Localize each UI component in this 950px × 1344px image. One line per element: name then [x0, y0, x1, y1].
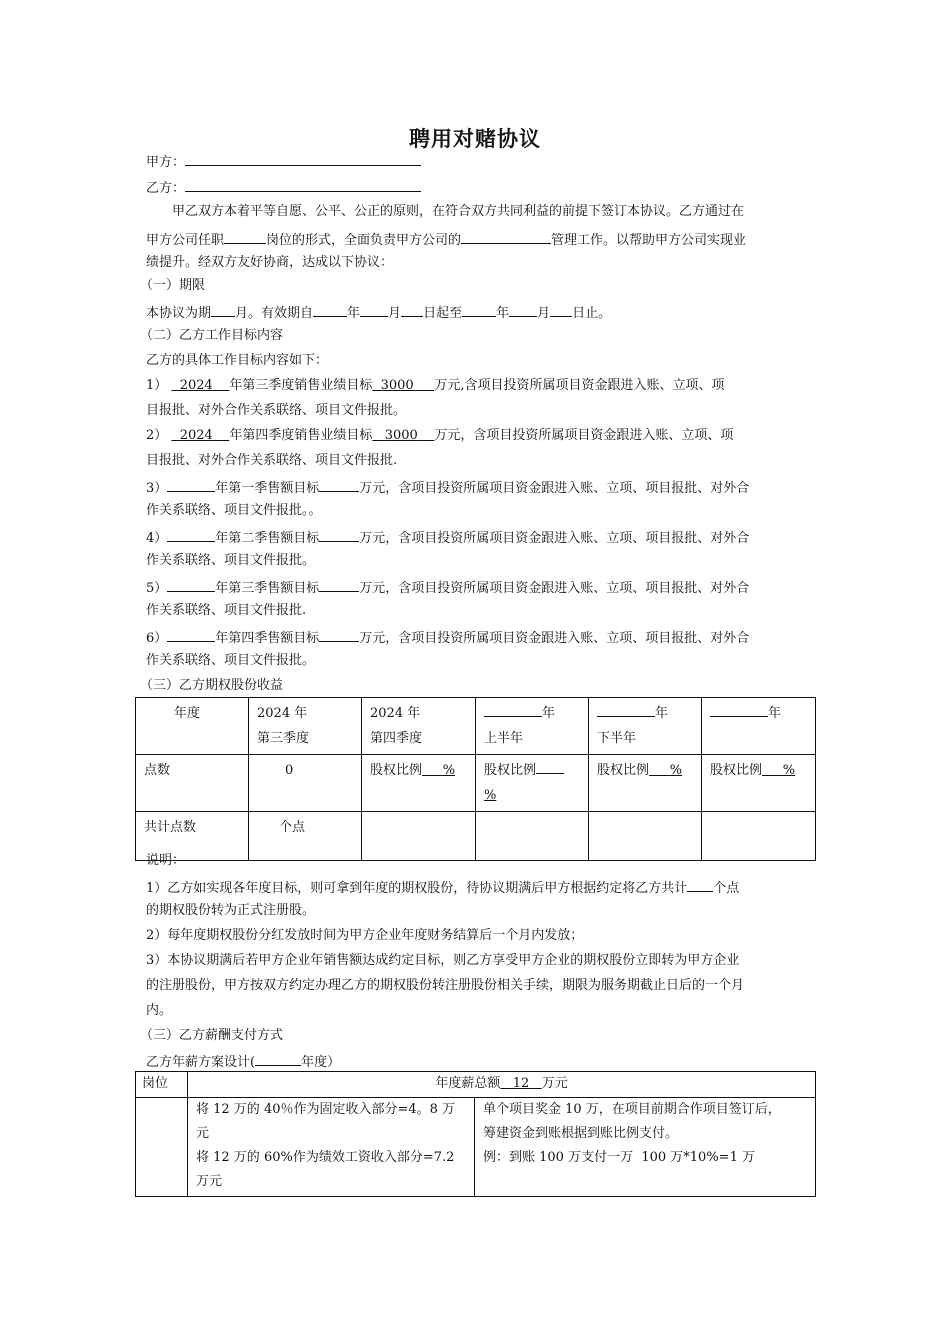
salary-header-position-text: 岗位: [142, 1076, 169, 1091]
party-a-blank: [185, 152, 421, 166]
pct-sign: %: [782, 763, 796, 778]
goal-4-amount-blank: [319, 528, 359, 542]
start-year-blank: [313, 303, 347, 317]
project-bonus-line-1: 单个项目奖金 10 万，在项目前期合作项目签订后，: [483, 1102, 781, 1117]
goal-text: 万元，含项目投资所属项目资金跟进入账、立项、项目报批、对外合: [359, 531, 750, 546]
goal-2-year-value: 2024: [179, 428, 213, 443]
goal-4-line-1: [146, 528, 749, 547]
header-year-text: 年度: [174, 706, 201, 721]
project-bonus-line-2: 筹建资金到账根据到账比例支付。: [483, 1126, 679, 1141]
term-text: 本协议为期: [146, 306, 212, 321]
header-col-5-year-blank: [710, 703, 768, 717]
intro-text: 甲方公司任职: [146, 233, 225, 248]
note-1-line-2: 的期权股份转为正式注册股。: [146, 903, 316, 918]
project-bonus-example: 例：到账 100 万支付一万 100 万*10%=1 万: [483, 1150, 755, 1165]
points-col-4: [589, 755, 702, 812]
goal-5-line-2: 作关系联络、项目文件报批.: [146, 603, 307, 618]
term-text: 日止。: [572, 306, 612, 321]
intro-line-1: 甲乙双方本着平等自愿、公平、公正的原则，在符合双方共同利益的前提下签订本协议。乙方通过在: [172, 204, 745, 219]
header-col-1-period: 第三季度: [257, 731, 310, 746]
party-b-label: 乙方：: [146, 181, 186, 196]
goal-3-line-2: 作关系联络、项目文件报批。。: [146, 503, 322, 518]
goal-1-line-1: [146, 378, 725, 394]
note-2: 2）每年度期权股份分红发放时间为甲方企业年度财务结算后一个月内发放；: [146, 928, 584, 943]
header-col-2-year: 2024 年: [370, 706, 421, 721]
goal-1-amount-value: 3000: [380, 378, 414, 393]
total-col-1-value: 个点: [279, 820, 306, 835]
section-4-heading: （三）乙方薪酬支付方式: [140, 1028, 284, 1043]
points-col-5: [702, 755, 816, 812]
goal-text: 万元，含项目投资所属项目资金跟进入账、立项、项目报批、对外合: [359, 581, 750, 596]
intro-text: 管理工作。以帮助甲方公司实现业: [551, 233, 747, 248]
total-col-4: [589, 812, 702, 861]
end-year-blank: [462, 303, 496, 317]
goal-2-amount-value: 3000: [384, 428, 418, 443]
performance-pay-line-1: 将 12 万的 60%作为绩效工资收入部分=7.2: [196, 1150, 455, 1165]
points-col-1-value: 0: [285, 763, 294, 778]
goal-5-year-blank: [167, 578, 215, 592]
section-2-heading: （二）乙方工作目标内容: [140, 328, 284, 343]
header-year: [136, 698, 249, 755]
points-label: [136, 755, 249, 812]
party-b-blank: [185, 178, 421, 192]
position-blank: [224, 230, 266, 244]
fixed-income-line-1: 将 12 万的 40％作为固定收入部分=4。8 万: [196, 1102, 456, 1117]
goal-3-line-1: [146, 478, 749, 497]
goal-2-year: [171, 428, 229, 443]
total-col-2: [362, 812, 476, 861]
start-day-blank: [401, 303, 423, 317]
term-text: 年: [496, 306, 510, 321]
equity-ratio-label: 股权比例: [370, 763, 423, 778]
intro-line-3: 绩提升。经双方友好协商，达成以下协议：: [146, 255, 394, 270]
end-month-blank: [509, 303, 537, 317]
goal-1-year-value: 2024: [179, 378, 213, 393]
party-a-line: [146, 152, 421, 171]
header-col-5: [702, 698, 816, 755]
goal-text: 年第四季售额目标: [215, 631, 320, 646]
equity-ratio-pct: [762, 763, 795, 778]
note-text: 1）乙方如实现各年度目标，则可拿到年度的期权股份，待协议期满后甲方根据约定将乙方共计: [146, 881, 688, 896]
goal-text: 万元，含项目投资所属项目资金跟进入账、立项、项: [434, 428, 734, 443]
document-title: 聘用对赌协议: [409, 127, 541, 151]
pct-sign: %: [484, 788, 497, 803]
goal-number: 2）: [146, 428, 168, 443]
salary-position-cell: [136, 1098, 188, 1197]
header-col-4-year-blank: [597, 703, 655, 717]
performance-pay-line-2: 万元: [196, 1174, 223, 1189]
header-col-3-period: 上半年: [484, 731, 524, 746]
term-text: 月: [388, 306, 402, 321]
note-3-line-3: 内。: [146, 1003, 173, 1018]
goal-3-amount-blank: [319, 478, 359, 492]
salary-header-total: [188, 1072, 816, 1098]
equity-ratio-label: 股权比例: [710, 763, 763, 778]
section-1-heading: （一）期限: [140, 278, 206, 293]
header-col-2: [362, 698, 476, 755]
party-b-line: [146, 178, 421, 197]
work-blank: [461, 230, 551, 244]
intro-text: 岗位的形式，全面负责甲方公司的: [266, 233, 462, 248]
notes-heading: 说明：: [146, 853, 186, 868]
goal-6-line-2: 作关系联络、项目文件报批。: [146, 653, 316, 668]
term-text: 年: [347, 306, 361, 321]
header-col-4: [589, 698, 702, 755]
goal-5-amount-blank: [319, 578, 359, 592]
header-col-3-year-blank: [484, 703, 542, 717]
header-col-3-year: [484, 701, 580, 726]
salary-total-value: 12: [512, 1076, 530, 1091]
fixed-income-line-2: 元: [196, 1126, 210, 1141]
goal-3-year-blank: [167, 478, 215, 492]
goal-text: 万元，含项目投资所属项目资金跟进入账、立项、项目报批、对外合: [359, 631, 750, 646]
goal-1-line-2: 目报批、对外合作关系联络、项目文件报批。: [146, 403, 407, 418]
salary-design-text: 乙方年薪方案设计(: [146, 1055, 256, 1070]
pct-sign: %: [442, 763, 456, 778]
total-col-1: [249, 812, 362, 861]
term-line: [146, 303, 611, 322]
header-col-1: [249, 698, 362, 755]
project-bonus-cell: [475, 1098, 816, 1197]
header-col-4-year: [597, 701, 693, 726]
header-col-5-year: [710, 701, 807, 726]
goal-number: 4）: [146, 531, 168, 546]
equity-table-header-row: [136, 698, 816, 755]
goal-text: 年第四季度销售业绩目标: [229, 428, 373, 443]
points-col-2: [362, 755, 476, 812]
header-col-3: [476, 698, 589, 755]
salary-composition-cell: [188, 1098, 475, 1197]
salary-table: [135, 1071, 816, 1197]
year-suffix: 年: [655, 706, 669, 721]
goal-text: 万元，含项目投资所属项目资金跟进入账、立项、项目报批、对外合: [359, 481, 750, 496]
end-day-blank: [550, 303, 572, 317]
total-col-3: [476, 812, 589, 861]
header-col-4-period: 下半年: [597, 731, 637, 746]
points-col-1: [249, 755, 362, 812]
goal-text: 年第一季售额目标: [215, 481, 320, 496]
equity-table-points-row: [136, 755, 816, 812]
salary-table-header-row: [136, 1072, 816, 1098]
term-text: 月: [537, 306, 551, 321]
equity-table: [135, 697, 816, 861]
salary-year-blank: [255, 1052, 301, 1066]
section-3-heading: （三）乙方期权股份收益: [140, 678, 284, 693]
goal-text: 年第三季度销售业绩目标: [229, 378, 373, 393]
goal-text: 万元,含项目投资所属项目资金跟进入账、立项、项: [434, 378, 725, 393]
goals-lead: 乙方的具体工作目标内容如下：: [146, 353, 329, 368]
goal-1-amount: [372, 378, 434, 393]
goal-6-amount-blank: [319, 628, 359, 642]
goal-5-line-1: [146, 578, 749, 597]
term-text: 日起至: [423, 306, 463, 321]
goal-6-year-blank: [167, 628, 215, 642]
goal-2-line-1: [146, 428, 733, 444]
note-3-line-2: 的注册股份，甲方按双方约定办理乙方的期权股份转注册股份相关手续，期限为服务期截止日后的一个月: [146, 978, 745, 993]
equity-ratio-pct: [422, 763, 455, 778]
goal-text: 年第二季售额目标: [215, 531, 320, 546]
goal-1-year: [171, 378, 229, 393]
goal-6-line-1: [146, 628, 749, 647]
goal-4-year-blank: [167, 528, 215, 542]
salary-total-unit: 万元: [541, 1076, 568, 1091]
goal-2-line-2: 目报批、对外合作关系联络、项目文件报批.: [146, 453, 398, 468]
total-points-blank: [687, 878, 713, 892]
goal-number: 1）: [146, 378, 168, 393]
pct-sign: %: [669, 763, 683, 778]
party-a-label: 甲方：: [146, 155, 186, 170]
goal-number: 6）: [146, 631, 168, 646]
goal-text: 年第三季售额目标: [215, 581, 320, 596]
header-col-1-year: 2024 年: [257, 706, 308, 721]
points-col-3: [476, 755, 589, 812]
equity-ratio-label: 股权比例: [597, 763, 650, 778]
year-suffix: 年: [542, 706, 556, 721]
total-col-5: [702, 812, 816, 861]
note-text: 个点: [713, 881, 740, 896]
points-col-3-line: [484, 758, 580, 783]
total-label-text: 共计点数: [144, 820, 197, 835]
header-col-2-period: 第四季度: [370, 731, 423, 746]
salary-total-label: 年度薪总额: [435, 1076, 501, 1091]
goal-4-line-2: 作关系联络、项目文件报批。: [146, 553, 316, 568]
equity-ratio-label: 股权比例: [484, 763, 537, 778]
term-text: 月。有效期自: [235, 306, 314, 321]
note-3-line-1: 3）本协议期满后若甲方企业年销售额达成约定目标，则乙方享受甲方企业的期权股份立即转为甲方企业: [146, 953, 740, 968]
points-label-text: 点数: [144, 763, 171, 778]
goal-number: 5）: [146, 581, 168, 596]
salary-design-text: 年度）: [301, 1055, 341, 1070]
intro-line-2: [146, 230, 746, 249]
term-months-blank: [211, 303, 235, 317]
note-1-line-1: [146, 878, 739, 897]
salary-header-position: [136, 1072, 188, 1098]
salary-total-amount: [500, 1076, 541, 1091]
goal-number: 3）: [146, 481, 168, 496]
salary-table-body-row: [136, 1098, 816, 1197]
year-suffix: 年: [768, 706, 782, 721]
start-month-blank: [360, 303, 388, 317]
equity-ratio-blank: [536, 760, 564, 774]
equity-table-total-row: [136, 812, 816, 861]
salary-design-line: [146, 1052, 340, 1071]
goal-2-amount: [372, 428, 434, 443]
equity-ratio-pct: [649, 763, 682, 778]
